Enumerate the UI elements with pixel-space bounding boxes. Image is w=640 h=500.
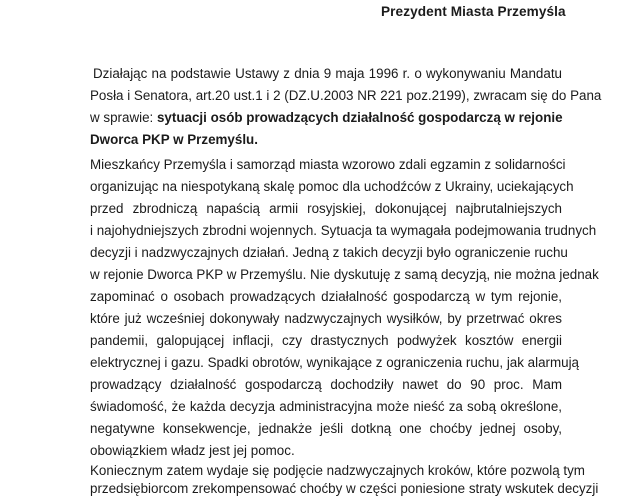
- paragraph-3-line-2: [90, 478, 599, 500]
- paragraph-2-line-12: [90, 396, 562, 418]
- text-span: które już wcześniej dokonywały nadzwyczajnych wysiłków, by przetrwać okres: [90, 311, 562, 326]
- paragraph-1-line-4: [90, 129, 562, 151]
- paragraph-1-line-2: [90, 85, 602, 107]
- text-span: i najohydniejszych zbrodni wojennych. Sytuacja ta wymagała podejmowania trudnych: [90, 223, 597, 238]
- paragraph-1-line-1: [93, 63, 562, 85]
- paragraph-2-line-14: [90, 440, 562, 462]
- text-span: prowadzący działalność gospodarczą dochodziły nawet do 90 proc. Mam: [90, 377, 562, 392]
- text-span: elektrycznej i gazu. Spadki obrotów, wynikające z ograniczenia ruchu, jak alarmują: [90, 355, 580, 370]
- text-span: Koniecznym zatem wydaje się podjęcie nadzwyczajnych kroków, które pozwolą tym: [90, 463, 585, 478]
- text-span: pandemii, galopującej inflacji, czy drastycznych podwyżek kosztów energii: [90, 333, 562, 348]
- text-span: w sprawie:: [90, 110, 157, 125]
- paragraph-2-line-2: [90, 176, 574, 198]
- paragraph-2-line-11: [90, 374, 562, 396]
- paragraph-2-line-10: [90, 352, 580, 374]
- text-span: przed zbrodniczą napaścią armii rosyjskiej, dokonującej najbrutalniejszych: [90, 201, 562, 216]
- text-span: negatywne konsekwencje, jednakże jeśli dotkną one choćby jednej osoby,: [90, 421, 562, 436]
- paragraph-1-line-3: [90, 107, 562, 129]
- text-span: w rejonie Dworca PKP w Przemyślu. Nie dyskutuję z samą decyzją, nie można jednak: [90, 267, 599, 282]
- text-span: zapominać o osobach prowadzących działalność gospodarczą w tym rejonie,: [90, 289, 562, 304]
- paragraph-2-line-9: [90, 330, 562, 352]
- text-span: przedsiębiorcom zrekompensować choćby w części poniesione straty wskutek decyzji: [90, 481, 599, 496]
- paragraph-2-line-7: [90, 286, 562, 308]
- subject-bold-text: sytuacji osób prowadzących działalność gospodarczą w rejonie: [156, 110, 563, 125]
- text-span: Działając na podstawie Ustawy z dnia 9 maja 1996 r. o wykonywaniu Mandatu: [93, 66, 562, 81]
- addressee-heading: Prezydent Miasta Przemyśla: [381, 4, 566, 19]
- paragraph-2-line-6: [90, 264, 599, 286]
- paragraph-2-line-3: [90, 198, 562, 220]
- paragraph-2-line-5: [90, 242, 568, 264]
- paragraph-2-line-1: [90, 154, 566, 176]
- paragraph-2-line-8: [90, 308, 562, 330]
- text-span: obowiązkiem władz jest jej pomoc.: [90, 443, 295, 458]
- subject-bold-text: Dworca PKP w Przemyślu.: [90, 132, 258, 147]
- text-span: organizując na niespotykaną skalę pomoc dla uchodźców z Ukrainy, uciekających: [90, 179, 574, 194]
- paragraph-2-line-13: [90, 418, 562, 440]
- text-span: decyzji i nadzwyczajnych działań. Jedną z takich decyzji było ograniczenie ruchu: [90, 245, 568, 260]
- text-span: Posła i Senatora, art.20 ust.1 i 2 (DZ.U.2003 NR 221 poz.2199), zwracam się do Pana: [90, 88, 602, 103]
- text-span: świadomość, że każda decyzja administracyjna może nieść za sobą określone,: [90, 399, 562, 414]
- paragraph-2-line-4: [90, 220, 597, 242]
- text-span: Mieszkańcy Przemyśla i samorząd miasta wzorowo zdali egzamin z solidarności: [90, 157, 566, 172]
